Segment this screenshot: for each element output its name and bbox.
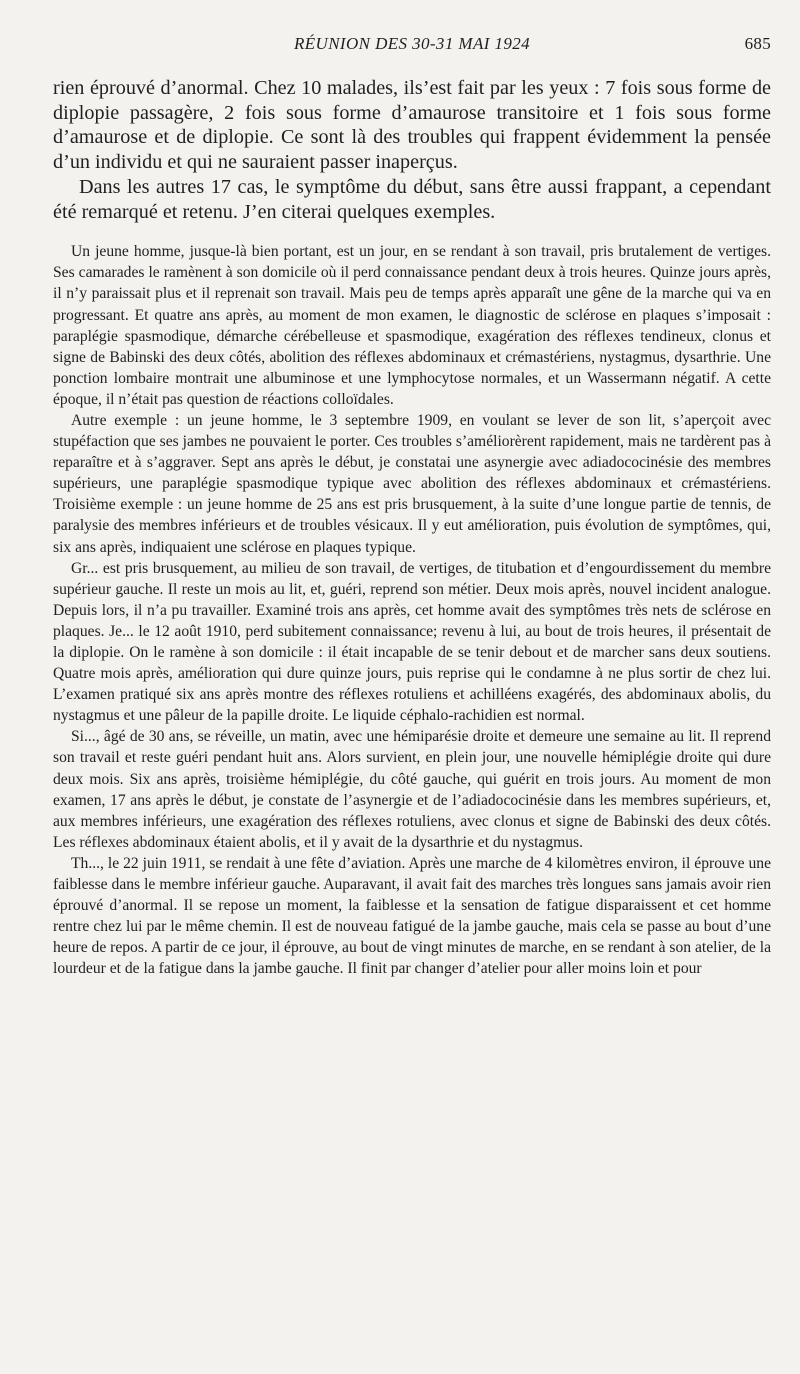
running-title: RÉUNION DES 30-31 MAI 1924 bbox=[293, 34, 531, 53]
page-number: 685 bbox=[744, 34, 771, 53]
paragraph: Dans les autres 17 cas, le symptôme du début, sans être aussi frappant, a cependant été remarqué et retenu. J’en citerai quelques exemples. bbox=[53, 175, 771, 223]
case-paragraph: Th..., le 22 juin 1911, se rendait à une fête d’aviation. Après une marche de 4 kilomètres environ, il éprouve une faiblesse dans le membre inférieur gauche. Auparavant, il avait fait des marches très longues sans jamais avoir rien éprouvé d’anormal. Il se repose un moment, la faiblesse et la sensation de fatigue disparaissent et cet homme rentre chez lui par le même chemin. Il est de nouveau fatigué de la jambe gauche, mais cela se passe au bout d’une heure de repos. A partir de ce jour, il éprouve, au bout de vingt minutes de marche, en se rendant à son atelier, de la lourdeur et de la fatigue dans la jambe gauche. Il finit par changer d’atelier pour aller moins loin et pour bbox=[53, 854, 771, 978]
case-paragraph: Gr... est pris brusquement, au milieu de son travail, de vertiges, de titubation et d’engourdissement du membre supérieur gauche. Il reste un mois au lit, et, guéri, reprend son métier. Deux mois après, nouvel incident analogue. Depuis lors, il n’a pu travailler. Examiné trois ans après, cet homme avait des symptômes très nets de sclérose en plaques. Je... le 12 août 1910, perd subitement connaissance; revenu à lui, au bout de trois heures, il présentait de la diplopie. On le ramène à son domicile : il était incapable de se tenir debout et de marcher sans deux soutiens. Quatre mois après, amélioration qui dure quinze jours, puis reprise qui le condamne à ne plus sortir de chez lui. L’examen pratiqué six ans après montre des réflexes rotuliens et achilléens exagérés, des abdominaux abolis, du nystagmus et une pâleur de la papille droite. Le liquide céphalo-rachidien est normal. bbox=[53, 559, 771, 725]
case-paragraph: Un jeune homme, jusque-là bien portant, est un jour, en se rendant à son travail, pris brutalement de vertiges. Ses camarades le ramènent à son domicile où il perd connaissance pendant deux à trois heures. Quinze jours après, il n’y paraissait plus et il reprenait son travail. Mais peu de temps après apparaît une gêne de la marche qui va en progressant. Et quatre ans après, au moment de mon examen, le diagnostic de sclérose en plaques s’imposait : paraplégie spasmodique, démarche cérébelleuse et spasmodique, exagération des réflexes tendineux, clonus et signe de Babinski des deux côtés, abolition des réflexes abdominaux et crémastériens, nystagmus, dysarthrie. Une ponction lombaire montrait une albuminose et une lymphocytose normales, et un Wassermann négatif. A cette époque, il n’était pas question de réactions colloïdales. bbox=[53, 243, 771, 408]
case-paragraph: Si..., âgé de 30 ans, se réveille, un matin, avec une hémiparésie droite et demeure une semaine au lit. Il reprend son travail et reste guéri pendant huit ans. Alors survient, en plein jour, une nouvelle hémiplégie droite qui dure deux mois. Six ans après, troisième hémiplégie, du côté gauche, qui guérit en trois jours. Au moment de mon examen, 17 ans après le début, je constate de l’asynergie et de l’adiadococinésie dans les membres supérieurs, et, aux membres inférieurs, une exagération des réflexes rotuliens, avec clonus et signe de Babinski des deux côtés. Les réflexes abdominaux étaient abolis, et il y avait de la dysarthrie et du nystagmus. bbox=[53, 728, 771, 851]
main-text bbox=[53, 76, 771, 224]
running-header bbox=[53, 34, 771, 58]
page-body bbox=[53, 76, 771, 980]
paragraph: rien éprouvé d’anormal. Chez 10 malades, ils’est fait par les yeux : 7 fois sous forme de diplopie passagère, 2 fois sous forme d’amaurose transitoire et 1 fois sous forme d’amaurose et de diplopie. Ce sont là des troubles qui frappent évidemment la pensée d’un individu et qui ne sauraient passer inaperçus. bbox=[53, 77, 771, 174]
case-examples bbox=[53, 241, 771, 979]
case-paragraph: Autre exemple : un jeune homme, le 3 septembre 1909, en voulant se lever de son lit, s’aperçoit avec stupéfaction que ses jambes ne pouvaient le porter. Ces troubles s’améliorèrent rapidement, mais ne tardèrent pas à reparaître et à s’aggraver. Sept ans après le début, je constatai une asynergie avec adiadococinésie des membres supérieurs, une paraplégie spasmodique typique avec abolition des réflexes abdominaux et crémastériens. Troisième exemple : un jeune homme de 25 ans est pris brusquement, à la suite d’une longue partie de tennis, de paralysie des membres inférieurs et de troubles vésicaux. Il y eut amélioration, puis évolution de symptômes, qui, six ans après, indiquaient une sclérose en plaques typique. bbox=[53, 411, 771, 556]
